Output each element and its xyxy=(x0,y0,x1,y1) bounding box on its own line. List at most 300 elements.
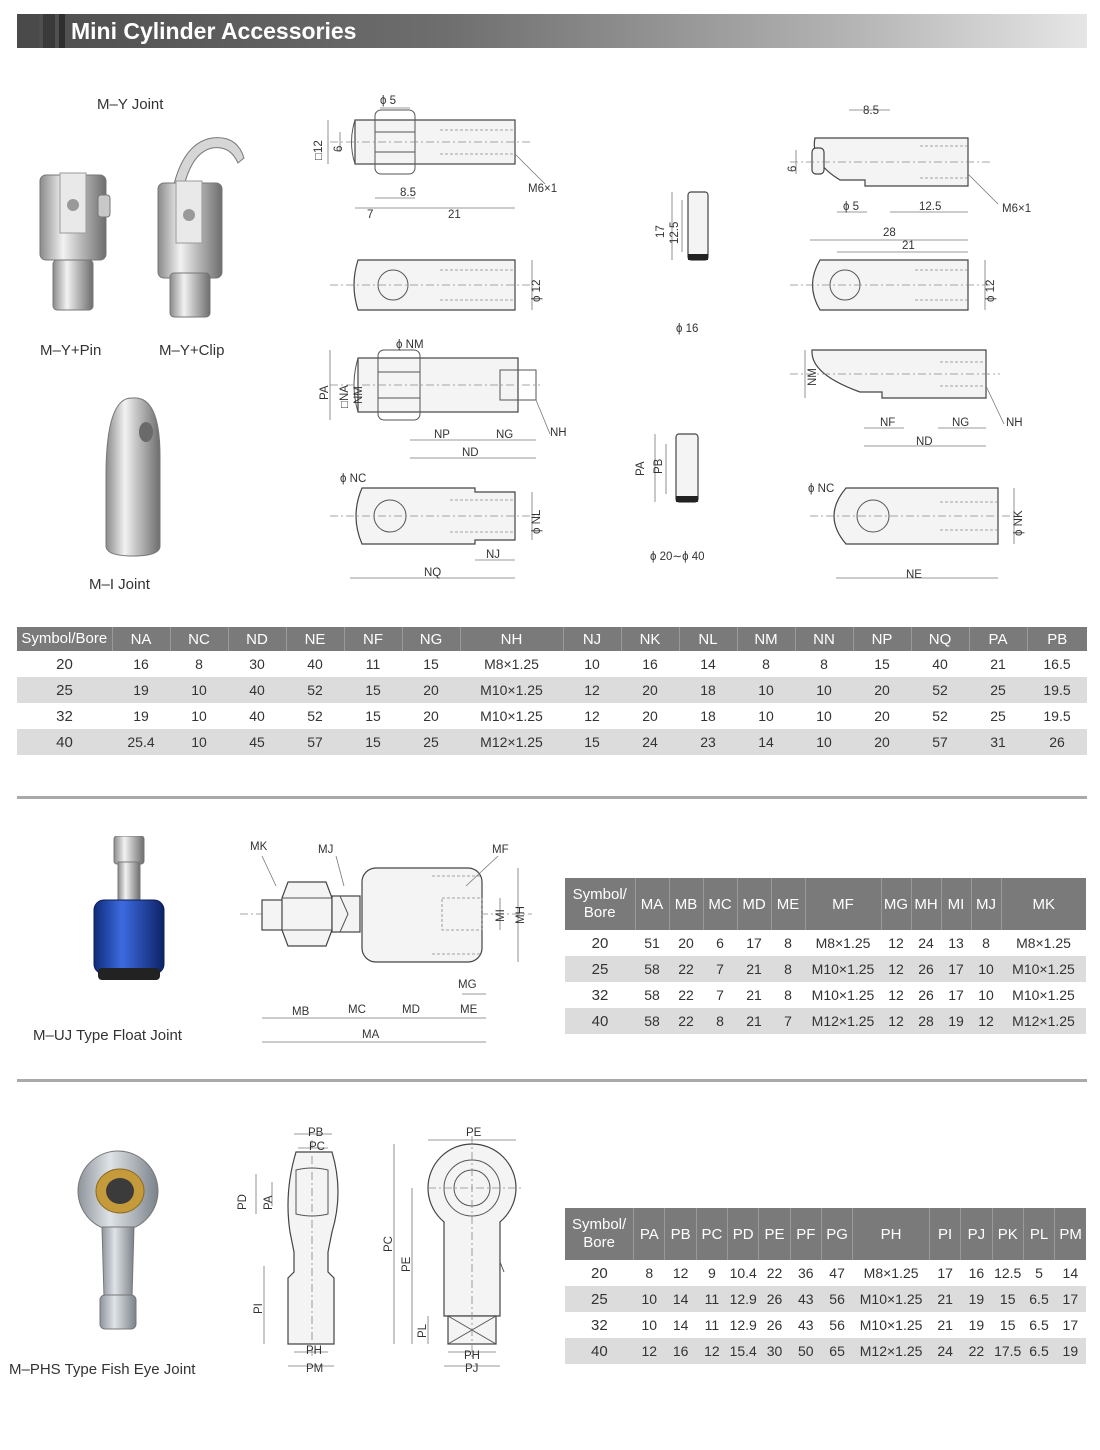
caption-my-clip: M–Y+Clip xyxy=(159,342,225,359)
table-cell: 21 xyxy=(737,1008,771,1034)
table-row xyxy=(565,1260,1086,1286)
bore-cell: 32 xyxy=(590,1316,608,1334)
table-cell: 20 xyxy=(423,708,439,724)
table-row xyxy=(565,930,1086,956)
table-cell: 11 xyxy=(365,656,381,672)
table-header-cell: NK xyxy=(621,627,679,651)
dim-MI: MI xyxy=(495,909,507,922)
fish-eye-photo xyxy=(74,1147,164,1333)
table-cell: 15 xyxy=(999,1317,1016,1333)
table-cell: 22 xyxy=(766,1265,783,1281)
table-cell: M10×1.25 xyxy=(1012,987,1075,1003)
table-cell: 45 xyxy=(228,729,286,755)
table-cell: 26 xyxy=(911,956,941,982)
table-cell: 10 xyxy=(191,708,207,724)
dim-NG: NG xyxy=(496,429,514,441)
table-cell: 10 xyxy=(971,956,1001,982)
dim-MJ: MJ xyxy=(318,844,334,856)
section-header xyxy=(17,14,1087,48)
bore-cell: 25 xyxy=(17,677,112,703)
table-cell: M12×1.25 xyxy=(1001,1008,1086,1034)
table-header-cell: PE xyxy=(759,1208,790,1260)
float-joint-spec-table xyxy=(565,878,1086,1034)
dim-PA: PA xyxy=(319,385,331,400)
table-cell: 6.5 xyxy=(1023,1286,1054,1312)
table-cell: 8 xyxy=(195,656,203,672)
table-header-cell: PB xyxy=(665,1208,696,1260)
dim-phi12-b: ϕ 12 xyxy=(985,279,997,302)
dim-MD: MD xyxy=(402,1004,420,1016)
dim-PH-3: PH xyxy=(306,1345,322,1357)
i-joint-side-view xyxy=(790,110,998,212)
table-cell: 10.4 xyxy=(729,1265,757,1281)
table-header-cell: MH xyxy=(911,878,941,930)
dim-PE-3: PE xyxy=(466,1127,482,1139)
table-cell: 16 xyxy=(642,656,658,672)
table-header-row xyxy=(17,627,1087,651)
bore-cell: 20 xyxy=(590,1264,608,1282)
table-cell: 16.5 xyxy=(1043,656,1071,672)
table-cell: 18 xyxy=(679,677,737,703)
table-cell: 8 xyxy=(784,987,792,1003)
table-cell: 7 xyxy=(703,956,737,982)
table-cell: M12×1.25 xyxy=(460,729,563,755)
table-cell: 7 xyxy=(716,987,724,1003)
table-header-cell: MB xyxy=(669,878,703,930)
table-cell: M10×1.25 xyxy=(853,1286,930,1312)
table-cell: 15 xyxy=(344,677,402,703)
table-row xyxy=(565,956,1086,982)
table-header-cell: NP xyxy=(853,627,911,651)
table-header-cell: NN xyxy=(795,627,853,651)
table-cell: 20 xyxy=(621,677,679,703)
table-row xyxy=(17,677,1087,703)
dim-NH: NH xyxy=(550,427,567,439)
dim-PA-3: PA xyxy=(263,1195,275,1210)
table-cell: 26 xyxy=(918,987,934,1003)
table-cell: 28 xyxy=(911,1008,941,1034)
table-row xyxy=(17,729,1087,755)
dim-PB: PB xyxy=(653,458,665,474)
dim-NH-b: NH xyxy=(1006,417,1023,429)
table-cell: 8 xyxy=(982,935,990,951)
y-joint-side-view xyxy=(328,108,545,208)
table-cell: 10 xyxy=(170,677,228,703)
dim-MF: MF xyxy=(492,844,509,856)
table-cell: M10×1.25 xyxy=(805,956,881,982)
table-cell: 19 xyxy=(968,1317,985,1333)
table-cell: 25 xyxy=(969,677,1027,703)
table-header-cell: MJ xyxy=(971,878,1001,930)
mi-joint-photo xyxy=(100,396,166,558)
table-cell: M10×1.25 xyxy=(480,708,543,724)
dim-MA: MA xyxy=(362,1029,380,1041)
table-cell: 22 xyxy=(669,956,703,982)
table-cell: 11 xyxy=(696,1286,727,1312)
table-cell: M10×1.25 xyxy=(1001,956,1086,982)
table-cell: 12 xyxy=(672,1265,689,1281)
table-cell: 40 xyxy=(228,677,286,703)
dim-12-5: 12.5 xyxy=(669,221,681,244)
header-block xyxy=(17,14,39,48)
table-cell: 36 xyxy=(798,1265,814,1281)
table-header-cell: Symbol/ Bore xyxy=(565,878,635,930)
table-cell: 8 xyxy=(784,935,792,951)
table-cell: 10 xyxy=(737,677,795,703)
table-cell: 30 xyxy=(249,656,265,672)
dim-PA-b: PA xyxy=(635,461,647,476)
table-header-cell: MD xyxy=(737,878,771,930)
table-header-cell: MA xyxy=(635,878,669,930)
table-header-cell: NG xyxy=(402,627,460,651)
dim-phi12: ϕ 12 xyxy=(531,279,543,302)
bore-cell: 40 xyxy=(565,1338,634,1364)
dim-phi16: ϕ 16 xyxy=(676,323,699,335)
table-header-cell: PG xyxy=(821,1208,852,1260)
table-cell: 8 xyxy=(645,1265,654,1281)
bore-cell: 20 xyxy=(56,655,73,673)
table-cell: 8 xyxy=(703,1008,737,1034)
table-cell: 10 xyxy=(634,1286,665,1312)
table-header-cell: NL xyxy=(679,627,737,651)
table-header-cell: NF xyxy=(344,627,402,651)
table-cell: 12 xyxy=(888,987,904,1003)
dim-m6x1: M6×1 xyxy=(528,183,558,195)
fish-eye-spec-table xyxy=(565,1208,1086,1364)
table-cell: 10 xyxy=(641,1317,658,1333)
dim-six: 6 xyxy=(333,145,345,152)
dim-phiNL: ϕ NL xyxy=(531,509,543,534)
table-header-cell: PH xyxy=(853,1208,930,1260)
table-cell: 58 xyxy=(635,956,669,982)
dim-PJ: PJ xyxy=(465,1363,479,1375)
table-cell: M8×1.25 xyxy=(1016,935,1071,951)
table-cell: 40 xyxy=(307,656,323,672)
table-cell: 17 xyxy=(948,987,964,1003)
table-cell: 12 xyxy=(696,1338,727,1364)
table-header-cell: NQ xyxy=(911,627,969,651)
table-header-cell: MK xyxy=(1001,878,1086,930)
table-cell: 10 xyxy=(978,987,994,1003)
table-cell: 10 xyxy=(816,708,832,724)
dim-17: 17 xyxy=(655,225,667,238)
dim-NP: NP xyxy=(434,429,450,441)
dim-phiNM: ϕ NM xyxy=(396,339,424,351)
table-cell: 12.9 xyxy=(729,1317,757,1333)
dim-12-5-b: 12.5 xyxy=(919,201,942,213)
table-row xyxy=(565,1338,1086,1364)
dim-8-5: 8.5 xyxy=(400,187,416,199)
table-cell: 17 xyxy=(937,1265,953,1281)
table-cell: 12 xyxy=(881,1008,911,1034)
table-cell: 15 xyxy=(365,708,381,724)
table-cell: 25 xyxy=(990,708,1006,724)
table-cell: 12 xyxy=(563,677,621,703)
bore-cell: 32 xyxy=(56,707,73,725)
caption-my-pin: M–Y+Pin xyxy=(40,342,102,359)
table-cell: 19 xyxy=(941,1008,971,1034)
table-cell: 19.5 xyxy=(1027,677,1087,703)
float-joint-labels xyxy=(236,836,536,1046)
table-cell: 24 xyxy=(621,729,679,755)
table-header-cell: MI xyxy=(941,878,971,930)
dim-ND: ND xyxy=(462,447,479,459)
table-cell: 16 xyxy=(133,656,149,672)
table-cell: 52 xyxy=(307,708,323,724)
table-cell: 12.9 xyxy=(728,1286,759,1312)
table-cell: 22 xyxy=(669,1008,703,1034)
table-header-cell: NH xyxy=(460,627,563,651)
dim-NJ: NJ xyxy=(486,549,501,561)
table-row xyxy=(565,1312,1086,1338)
caption-fish-eye: M–PHS Type Fish Eye Joint xyxy=(9,1361,196,1378)
table-cell: 15 xyxy=(423,656,439,672)
table-cell: 56 xyxy=(821,1286,852,1312)
table-cell: 12.5 xyxy=(994,1265,1022,1281)
table-cell: 25 xyxy=(402,729,460,755)
table-cell: 21 xyxy=(990,656,1006,672)
table-cell: 40 xyxy=(932,656,948,672)
table-cell: 6.5 xyxy=(1029,1317,1049,1333)
bore-cell: 25 xyxy=(565,1286,634,1312)
table-cell: 23 xyxy=(679,729,737,755)
table-cell: 15 xyxy=(992,1286,1023,1312)
dim-NM: NM xyxy=(353,386,365,404)
i-joint-top-view xyxy=(790,240,990,310)
table-header-cell: MG xyxy=(881,878,911,930)
dim-PB-3: PB xyxy=(308,1127,324,1139)
table-cell: 15.4 xyxy=(728,1338,759,1364)
table-header-cell: PK xyxy=(992,1208,1023,1260)
dim-PL: PL xyxy=(417,1323,429,1338)
dim-phiNC: ϕ NC xyxy=(340,473,367,485)
table-cell: 11 xyxy=(704,1317,720,1333)
table-cell: 30 xyxy=(759,1338,790,1364)
table-cell: M12×1.25 xyxy=(853,1338,930,1364)
table-cell: 20 xyxy=(678,935,694,951)
table-cell: 12 xyxy=(584,708,600,724)
table-cell: 8 xyxy=(771,956,805,982)
table-header-cell: ND xyxy=(228,627,286,651)
dim-8-5-b: 8.5 xyxy=(863,105,879,117)
table-header-cell: NE xyxy=(286,627,344,651)
table-cell: 6 xyxy=(716,935,724,951)
table-cell: 50 xyxy=(790,1338,821,1364)
table-cell: M8×1.25 xyxy=(863,1265,919,1281)
table-header-row xyxy=(565,1208,1086,1260)
table-cell: 19 xyxy=(112,677,170,703)
table-cell: 43 xyxy=(790,1286,821,1312)
table-header-cell: MC xyxy=(703,878,737,930)
table-cell: 12 xyxy=(634,1338,665,1364)
table-row xyxy=(17,651,1087,677)
caption-mi-joint: M–I Joint xyxy=(89,576,150,593)
table-header-cell: Symbol/ Bore xyxy=(565,1208,634,1260)
table-cell: 20 xyxy=(853,729,911,755)
table-cell: 25.4 xyxy=(112,729,170,755)
table-cell: 14 xyxy=(737,729,795,755)
dim-PC-front: PC xyxy=(383,1236,395,1252)
table-cell: 56 xyxy=(829,1317,845,1333)
table-header-cell: ME xyxy=(771,878,805,930)
dim-PH-front: PH xyxy=(464,1350,480,1362)
table-cell: 20 xyxy=(874,708,890,724)
dim-PM: PM xyxy=(306,1363,324,1375)
table-cell: 15 xyxy=(344,729,402,755)
table-cell: 12 xyxy=(881,956,911,982)
table-header-cell: NA xyxy=(112,627,170,651)
table-header-cell: PF xyxy=(790,1208,821,1260)
dim-ND-b: ND xyxy=(916,436,933,448)
dim-MG: MG xyxy=(458,979,477,991)
table-cell: 12 xyxy=(971,1008,1001,1034)
bore-cell: 25 xyxy=(565,956,635,982)
table-cell: 17 xyxy=(746,935,762,951)
table-header-cell: PB xyxy=(1027,627,1087,651)
table-cell: 10 xyxy=(758,708,774,724)
dim-phi20-40: ϕ 20∼ϕ 40 xyxy=(650,551,705,563)
table-cell: 21 xyxy=(937,1317,953,1333)
table-cell: 15 xyxy=(874,656,890,672)
table-cell: 14 xyxy=(700,656,716,672)
table-cell: 26 xyxy=(759,1286,790,1312)
table-cell: 13 xyxy=(948,935,964,951)
dim-phi5: ϕ 5 xyxy=(380,95,397,107)
table-cell: 7 xyxy=(771,1008,805,1034)
table-cell: 15 xyxy=(563,729,621,755)
i-joint-generic-top xyxy=(810,488,1020,578)
section-divider xyxy=(17,1079,1087,1082)
dim-28: 28 xyxy=(883,227,896,239)
table-cell: M12×1.25 xyxy=(805,1008,881,1034)
dim-PD: PD xyxy=(237,1194,249,1210)
dim-NQ: NQ xyxy=(424,567,442,579)
table-cell: 20 xyxy=(402,677,460,703)
dim-NF: NF xyxy=(880,417,896,429)
table-cell: 22 xyxy=(961,1338,992,1364)
table-header-row xyxy=(565,878,1086,930)
table-cell: 52 xyxy=(932,708,948,724)
table-row xyxy=(565,1286,1086,1312)
table-cell: 19 xyxy=(133,708,149,724)
my-pin-photo xyxy=(36,165,116,315)
table-cell: 19 xyxy=(1055,1338,1086,1364)
table-header-cell: PA xyxy=(969,627,1027,651)
table-cell: 43 xyxy=(798,1317,814,1333)
dim-MC: MC xyxy=(348,1004,366,1016)
table-cell: M10×1.25 xyxy=(811,987,875,1003)
dim-six-b: 6 xyxy=(787,165,799,172)
table-cell: 9 xyxy=(708,1265,716,1281)
table-cell: 21 xyxy=(929,1286,960,1312)
table-cell: 52 xyxy=(911,677,969,703)
table-cell: 51 xyxy=(644,935,660,951)
dim-NG-b: NG xyxy=(952,417,970,429)
table-cell: 26 xyxy=(1027,729,1087,755)
table-row xyxy=(565,1008,1086,1034)
table-cell: 24 xyxy=(918,935,934,951)
table-cell: 21 xyxy=(746,987,762,1003)
table-header-cell: Symbol/Bore xyxy=(17,627,112,651)
page-title: Mini Cylinder Accessories xyxy=(71,18,357,44)
table-header-cell: NM xyxy=(737,627,795,651)
header-block xyxy=(59,14,65,48)
table-header-cell: MF xyxy=(805,878,881,930)
dim-NE: NE xyxy=(906,569,922,581)
table-cell: 14 xyxy=(672,1317,689,1333)
table-row xyxy=(565,982,1086,1008)
dim-NM-b: NM xyxy=(807,368,819,386)
dim-MB: MB xyxy=(292,1006,310,1018)
table-header-cell: PL xyxy=(1023,1208,1054,1260)
caption-float-joint: M–UJ Type Float Joint xyxy=(33,1027,182,1044)
dim-seven: 7 xyxy=(367,209,374,221)
table-cell: 21 xyxy=(737,956,771,982)
dim-phi5-b: ϕ 5 xyxy=(843,201,860,213)
table-cell: 14 xyxy=(1062,1265,1079,1281)
table-cell: 5 xyxy=(1035,1265,1043,1281)
table-cell: 22 xyxy=(678,987,694,1003)
table-cell: 8 xyxy=(820,656,828,672)
table-cell: 17 xyxy=(1062,1317,1079,1333)
bore-cell: 40 xyxy=(17,729,112,755)
table-header-cell: NJ xyxy=(563,627,621,651)
table-row xyxy=(17,703,1087,729)
dim-MK: MK xyxy=(250,841,268,853)
i-joint-generic-side xyxy=(790,350,1004,446)
dim-MH: MH xyxy=(515,906,527,924)
table-header-cell: PA xyxy=(634,1208,665,1260)
table-cell: M8×1.25 xyxy=(484,656,539,672)
y-joint-top-view xyxy=(330,260,532,310)
dim-phiNK: ϕ NK xyxy=(1013,510,1025,536)
table-header-cell: NC xyxy=(170,627,228,651)
fish-eye-labels xyxy=(232,1122,532,1382)
table-cell: M8×1.25 xyxy=(815,935,871,951)
table-cell: 47 xyxy=(829,1265,845,1281)
table-cell: 18 xyxy=(700,708,716,724)
table-cell: 6.5 xyxy=(1023,1338,1054,1364)
table-cell: 58 xyxy=(635,1008,669,1034)
table-cell: 20 xyxy=(853,677,911,703)
table-cell: 10 xyxy=(795,677,853,703)
table-cell: 17.5 xyxy=(992,1338,1023,1364)
table-header-cell: PD xyxy=(728,1208,759,1260)
table-cell: 17 xyxy=(941,956,971,982)
table-cell: 24 xyxy=(929,1338,960,1364)
y-i-joint-spec-table xyxy=(17,627,1087,755)
dim-m6x1-b: M6×1 xyxy=(1002,203,1032,215)
bore-cell: 20 xyxy=(591,934,609,952)
table-cell: 16 xyxy=(968,1265,985,1281)
table-cell: 19.5 xyxy=(1043,708,1071,724)
table-cell: 10 xyxy=(795,729,853,755)
table-cell: 57 xyxy=(911,729,969,755)
dim-21-b: 21 xyxy=(902,240,915,252)
caption-my-joint: M–Y Joint xyxy=(97,96,164,113)
table-cell: 10 xyxy=(584,656,600,672)
dim-sq12: □12 xyxy=(313,140,325,160)
table-cell: 17 xyxy=(1055,1286,1086,1312)
table-cell: 57 xyxy=(286,729,344,755)
my-clip-photo xyxy=(152,133,252,319)
table-header-cell: PI xyxy=(929,1208,960,1260)
table-cell: 65 xyxy=(821,1338,852,1364)
table-cell: 31 xyxy=(969,729,1027,755)
table-cell: 19 xyxy=(961,1286,992,1312)
table-cell: 20 xyxy=(642,708,658,724)
y-joint-generic-top xyxy=(330,488,540,578)
